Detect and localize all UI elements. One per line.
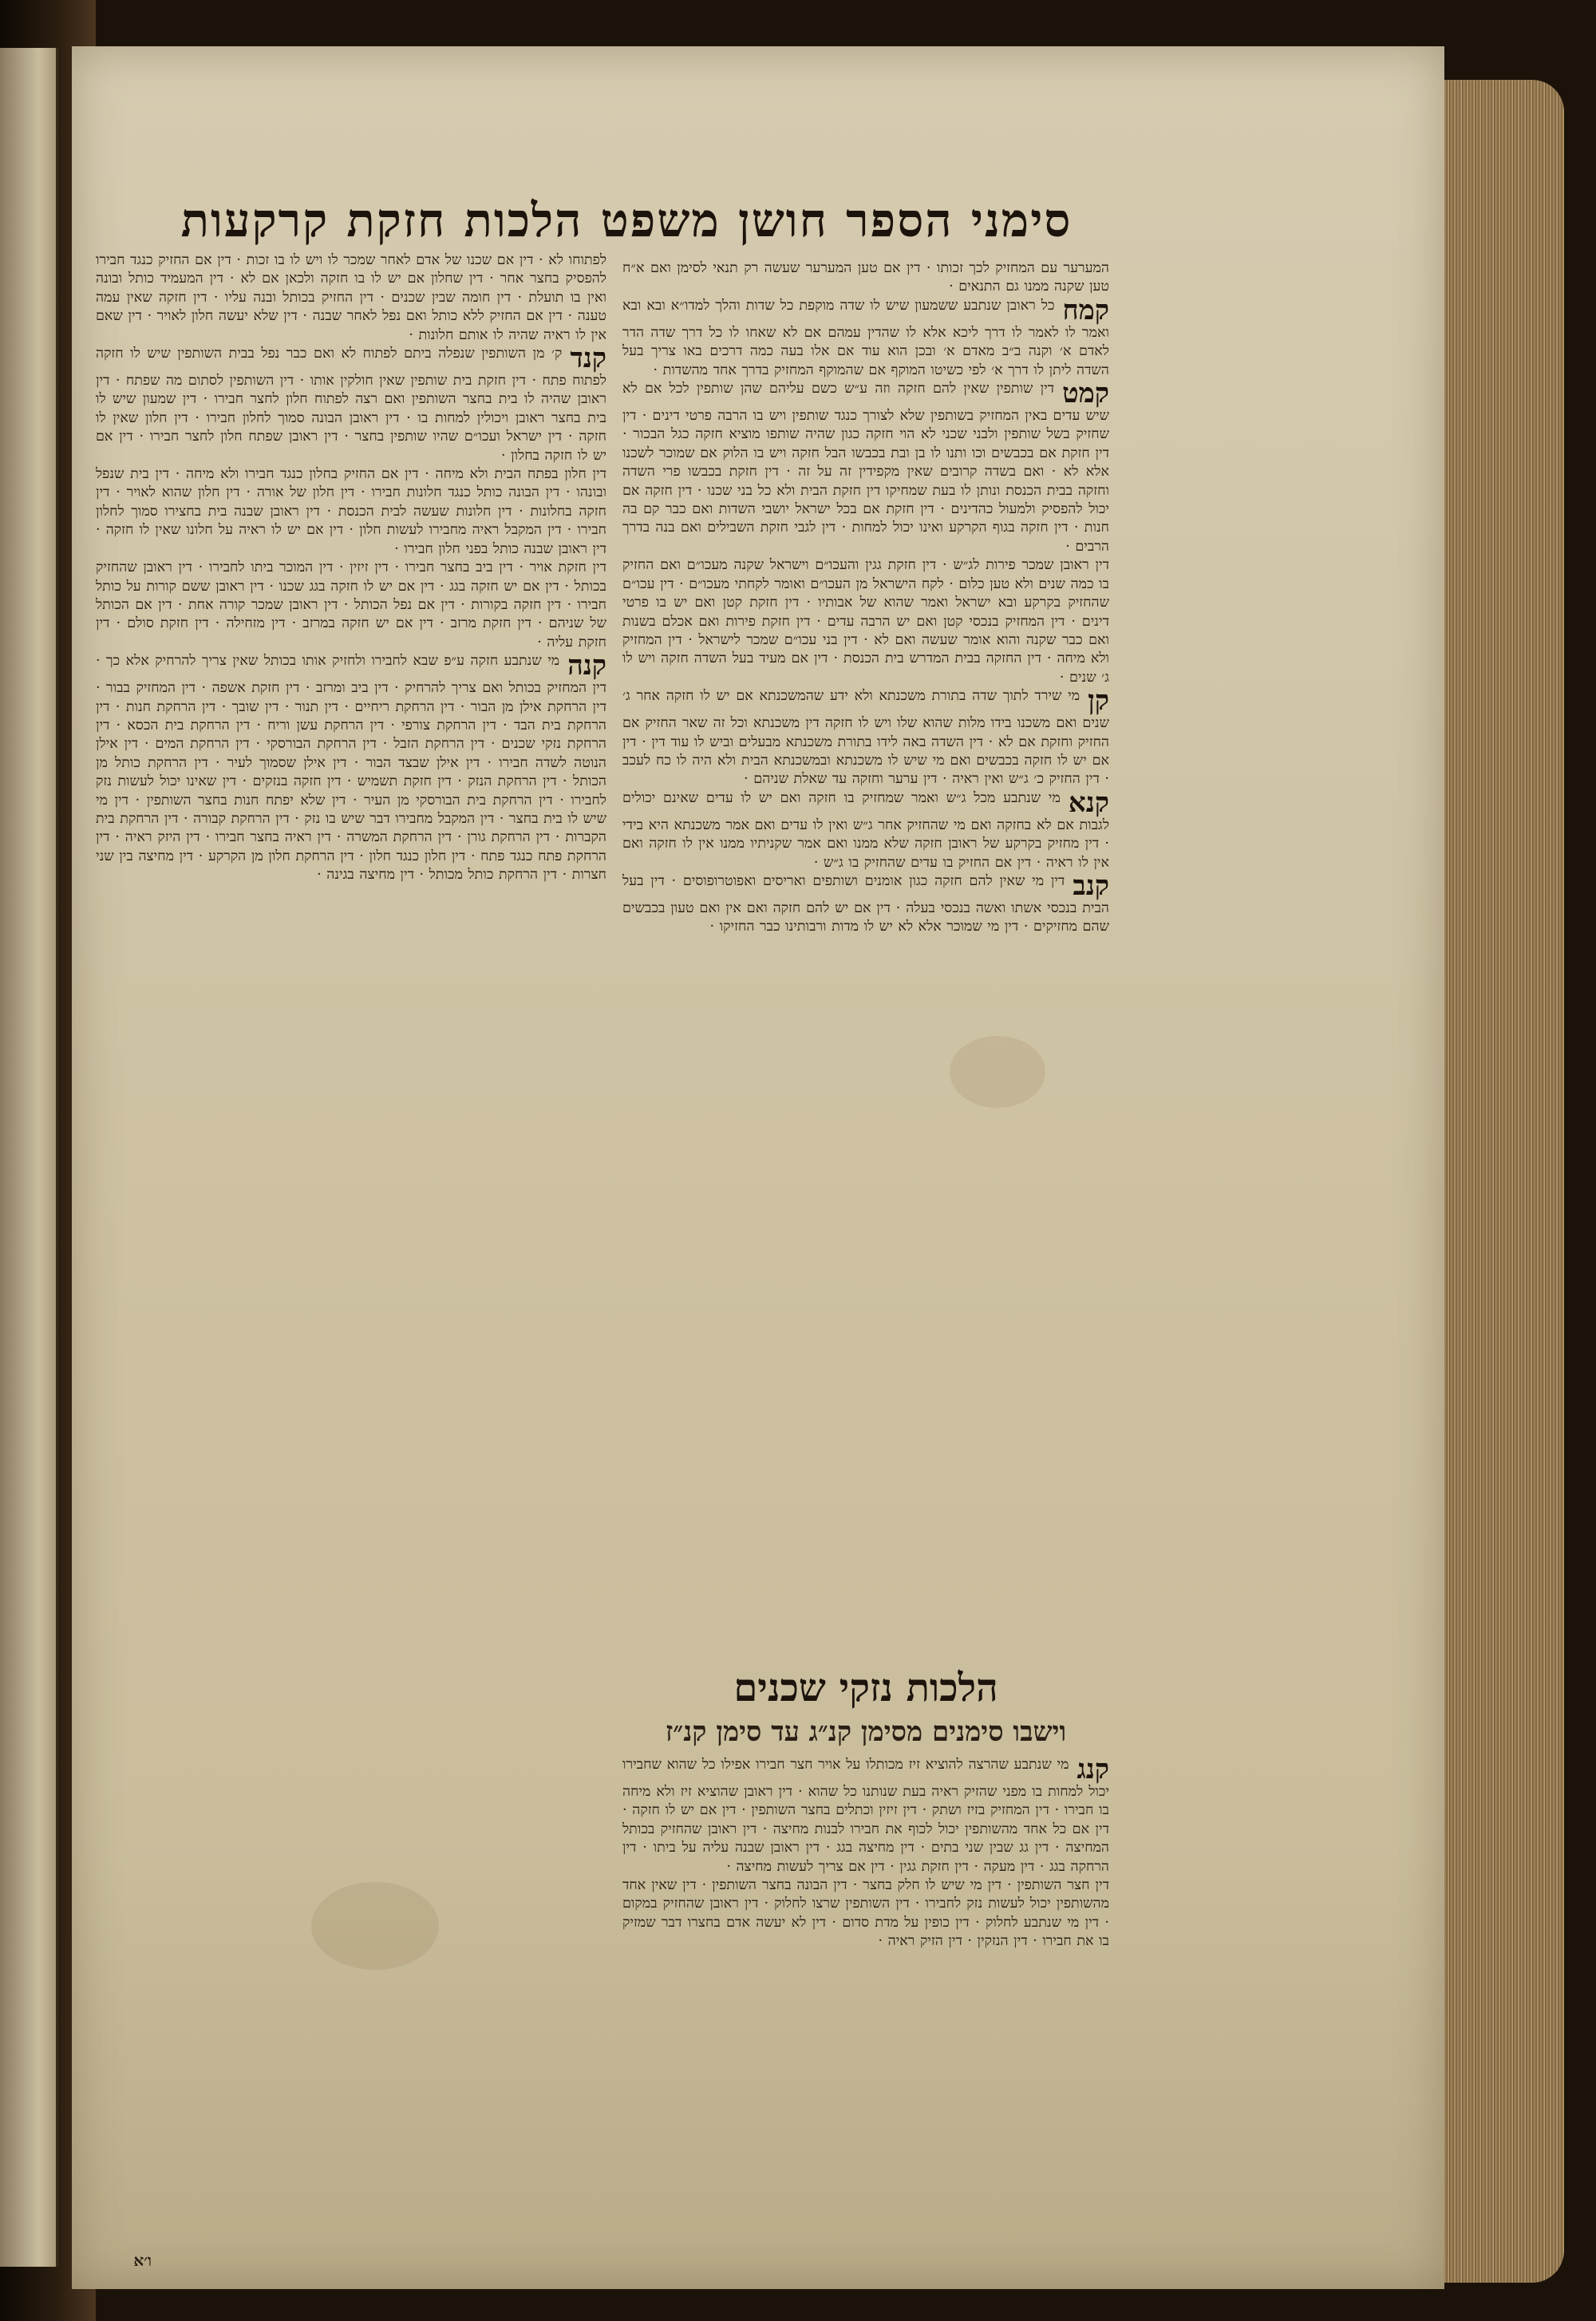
paragraph-text: מי שנתבע שהרצה להוציא זיז מכותלו על אויר חצר חבירו אפילו כל שהוא שחבירו יכול למחות בו מפני שהזיק ראיה בעת שנותנו כל שהוא · דין ראובן שהוציא זיז ולא מיחה בו חבירו · דין המחזיק בזיז ושתק · דין זיזין וכתלים בחצר השותפין · דין אם יש לו חזקה · דין אם כל אחד מהשותפין יכול לכוף את חבירו לבנות מחיצה · דין ראובן שהחזיק בכותל המחיצה · דין גג שבין שני בתים · דין מחיצה בגג · דין ראובן שבנה עליה על ביתו · דין הרחקה בגג · דין מעקה · דין חזקת גגין · דין אם צריך לעשות מחיצה · xyxy=(622,1757,1109,1875)
paragraph-text: מי שנתבע מכל ג״ש ואמר שמחזיק בו חזקה ואם יש לו עדים שאינם יכולים לגבות אם לא בחזקה ואם מי שהחזיק אחר ג״ש ואין לו עדים ואם אמר משכנתא היא בידי · דין מחזיק בקרקע של ראובן חזקה שלא ממנו ואם אמר שקניתיו ממנו אין לו חזקה ואם אין לו ראיה · דין אם החזיק בו עדים שהחזיק בו ג״ש · xyxy=(622,789,1109,871)
text-paragraph xyxy=(622,869,1109,937)
paragraph-text: דין חצר השותפין · דין מי שיש לו חלק בחצר · דין הבונה בחצר השותפין · דין שאין אחד מהשותפין יכול לעשות נזק לחבירו · דין השותפין שרצו לחלוק · דין ראובן שהחזיק במקום · דין מי שנתבע לחלוק · דין כופין על מדת סדום · דין לא יעשה אדם בחצרו דבר שמזיק בו את חבירו · דין הנזקין · דין הזיק ראיה · xyxy=(622,1877,1109,1950)
right-text-column xyxy=(622,259,1109,1672)
siman-marker: קנה xyxy=(567,650,606,682)
paragraph-text: דין חלון בפתח הבית ולא מיחה · דין אם החזיק בחלון כנגד חבירו ולא מיחה · דין בית שנפל ובונהו · דין הבונה כותל כנגד חלונות חבירו · דין חלון של אורה · דין חלון שהוא לאויר · דין חזקה בחלונות · דין חלונות שעשה לבית הכנסת · דין ראובן שבנה בית בחצירו סמוך לחלון חבירו · דין המקבל ראיה מחבירו לעשות חלון · דין אם יש לו ראיה על חלונו שאין לו חזקה · דין ראובן שבנה כותל בפני חלון חבירו · xyxy=(96,466,606,557)
left-text-column xyxy=(96,251,606,2275)
text-paragraph xyxy=(96,559,606,652)
siman-marker: קנב xyxy=(1073,869,1109,902)
text-paragraph xyxy=(96,465,606,559)
text-paragraph xyxy=(96,652,606,884)
paragraph-text: מי שירד לתוך שדה בתורת משכנתא ולא ידע שהמשכנתא אם יש לו חזקה אחר ג׳ שנים ואם משכנו בידו מלות שהוא שלו ויש לו חזקה דין משכנתא וכל זה שאר החזיק אם החזיק וחזקת אם לא · דין השדה באה לידו בתורת משכנתא מבעלים וביש לו עוד דין · דין אם יש לו חזקה בכבשים ואם מי שיש לו משכנתא ובמשכנתא הבית ולא היה לו כח לעכב · דין החזיק כ׳ ג״ש ואין ראיה · דין ערער וחזקה עד שאלת שניהם · xyxy=(622,688,1109,788)
text-paragraph xyxy=(96,251,606,345)
paragraph-text: ק׳ מן השותפין שנפלה ביתם לפתוח לא ואם כבר נפל בבית השותפין שיש לו חזקה לפתוח פתח · דין חזקת בית שותפין שאין חולקין אותו · דין השותפין לסתום מה שפתח · דין ראובן שהיה לו בית בחצר השותפין ואם רצה לפתוח חלון לחצר חבירו · דין שמעון שיש לו בית בחצר ראובן ויכולין למחות בו · דין ראובן הבונה סמוך לחלון חבירו · דין חלון שאין לו חזקה · דין ישראל ועכו״ם שהיו שותפין בחצר · דין ראובן שפתח חלון לחצר חבירו · דין אם יש לו חזקה בחלון · xyxy=(96,346,606,464)
paragraph-text: דין שותפין שאין להם חזקה וזה ע״ש כשם עליהם שהן שותפין לכל אם לא שיש עדים באין המחזיק בשותפין שלא לצורך כנגד שותפין ויש בו הרבה פרטי דינים · דין שחזיק בשל שותפין ולבני שכני לא הוי חזקה כגון שהיה שותפו מוציא חזקה כגל הבכור · דין חזקת אם בכבשים וכו ותנו לו בן ובת בכבשו הבל חזקה ויש בו הלוק אם שמוכר לשכנו אלא לא · ואם בשדה קרובים שאין מקפידין זה על זה · דין חזקת בכבשו פרי השדה וחזקה בבית הכנסת ונותן לו בעת שמחיקו דין חזקת הבית ולא כל בני שכנו · דין חזקה אם יכול להפסיק ולמעול כהדינים · דין חזקת אם בכל ישראל יושבי השדות ואם כבר קם בה חנות · דין חזקה בגוף הקרקע ואינו יכול למחות · דין לגבי חזקת השבילים ואם בנה בדרך הרבים · xyxy=(622,381,1109,555)
text-paragraph xyxy=(622,1876,1109,1951)
paragraph-text: לפתוחו לא · דין אם שכנו של אדם לאחר שמכר לו ויש לו בו זכות · דין אם החזיק כנגד חבירו להפסיק בחצר אחר · דין שחלון אם יש לו בו חזקה ולכאן אם לא · דין המעמיד כותל ובונה ואין בו תועלת · דין חומה שבין שכנים · דין החזיק בכותל ובנה עליו · דין חזקה שאין עמה טענה · דין אם החזיק ללא כותל ואם נפל לאחר שבנה · דין שלא יעשה חלון לאויר · דין שאם אין לו ראיה שהיה לו אותם חלונות · xyxy=(96,252,606,343)
text-paragraph xyxy=(622,259,1109,297)
paragraph-text: דין מי שאין להם חזקה כגון אומנים ושותפים ואריסים ואפוטרופוסים · דין בעל הבית בנכסי אשתו ואשה בנכסי בעלה · דין אם יש להם חזקה ואם אין ואם טעון בכבשים שהם מחזיקים · דין מי שמוכר אלא לא יש לו מדות ורבותינו כבר החזיקו · xyxy=(622,872,1109,935)
text-paragraph xyxy=(622,1756,1109,1876)
text-paragraph xyxy=(96,342,606,465)
text-paragraph xyxy=(622,294,1109,380)
section-subheading: וישבו סימנים מסימן קנ״ג עד סימן קנ״ז xyxy=(665,1716,1067,1748)
siman-marker: קנג xyxy=(1077,1756,1109,1785)
siman-marker: קמח xyxy=(1062,294,1109,326)
signature-mark: ו׳א xyxy=(133,2251,152,2270)
siman-marker: קן xyxy=(1088,685,1109,718)
paragraph-text: דין ראובן שמכר פירות לג״ש · דין חזקת גגין והעכו״ם וישראל שקנה מעכו״ם ואם החזיק בו כמה שנים ולא טען כלום · לקח הישראל מן העכו״ם ואומר לקחתי מעכו״ם · דין עכו״ם שהחזיק בקרקע ובא ישראל ואמר שהוא של אבותיו · דין חזקת קטן ואם יש בו פרטי דינים · דין המחזיק בנכסי קטן ואם יש הרבה עדים · דין חזקת פירות ואם אכלם בשנות ואם כבר שקנה והוא אומר שעשה ואם לא · דין בני עכו״ם שמכר לישראל · דין המחזיק ולא מיחה · דין החזקה בבית המדרש בית הכנסת · דין אם מעיד בעל השדה חזקה ויש לו ג׳ שנים · xyxy=(622,557,1109,686)
siman-marker: קמט xyxy=(1062,378,1109,410)
paragraph-text: מי שנתבע חזקה ע״פ שבא לחבירו ולחזיק אותו בכותל שאין צריך להרחיק אלא כך · דין המחזיק בכותל ואם צריך להרחיק · דין ביב ומרזב · דין חזקת אשפה · דין המחזיק בבור · דין הרחקת אילן מן הבור · דין הרחקת ריחיים · דין תנור · דין שובך · דין הרחקת חנות · דין הרחקת בית הבד · דין הרחקת צורפי · דין הרחקת עשן וריח · דין הרחקת בית הכסא · דין הרחקת נזקי שכנים · דין הרחקת הזבל · דין הרחקת הבורסקי · דין הרחקת המים · דין אילן הנוטה לשדה חבירו · דין אילן שבצד הבור · דין אילן שסמוך לעיר · דין הרחקת כותל מן הכותל · דין הרחקת הנזק · דין חזקת תשמיש · דין חזקה בנזקים · דין שאינו יכול לעשות נזק לחבירו · דין הרחקת בית הבורסקי מן העיר · דין שלא יפתח חנות בחצר השותפין · דין מי שיש לו בית בחצר · דין המקבל מחבירו דבר שיש בו נזק · דין הרחקת קבורה · דין הרחקת בית הקברות · דין הרחקת גורן · דין הרחקת המשרה · דין ראיה בחצר חבירו · דין היזק ראיה · דין הרחקת פתח כנגד פתח · דין חלון כנגד חלון · דין הרחקת חלון מן הקרקע · דין מחיצה בין שני חצרות · דין הרחקת כותל מכותל · דין מחיצה בגינה · xyxy=(96,653,606,884)
text-paragraph xyxy=(622,687,1109,789)
section-heading: הלכות נזקי שכנים xyxy=(733,1666,998,1710)
bottom-text-column xyxy=(622,1756,1109,2267)
paragraph-text: דין חזקת אויר · דין ביב בחצר חבירו · דין זיזין · דין המוכר ביתו לחבירו · דין ראובן שהחזיק בכותל · דין אם יש חזקה בגג · דין אם יש לו חזקה בגג שכנו · דין ראובן ששם קורות על כותל חבירו · דין חזקה בקורות · דין אם נפל הכותל · דין ראובן שמכר קורה אחת · דין אם הכותל של שניהם · דין חזקת מרזב · דין אם יש חזקה במרזב · דין מזחילה · דין חזקת סולם · דין חזקת עליה · xyxy=(96,559,606,650)
paragraph-text: המערער עם המחזיק לכך זכותו · דין אם טען המערער שעשה רק תנאי לסימן ואם א״ח טען שקנה ממנו גם התנאים · xyxy=(622,260,1109,295)
page-title: סימני הספר חושן משפט הלכות חזקת קרקעות xyxy=(180,193,1073,247)
text-paragraph xyxy=(622,786,1109,872)
siman-marker: קנא xyxy=(1068,786,1109,819)
text-paragraph xyxy=(622,556,1109,687)
siman-marker: קנד xyxy=(570,342,606,375)
paragraph-text: כל ראובן שנתבע ששמעון שיש לו שדה מוקפת כל שדות והלך למדו״א ובא ובא ואמר לו לאמר לו דרך ליכא אלא לו שהדין עמהם אם לא שאחו לו כל דרך שדה הדר לאדם א׳ וקנה ב״ב מאדם א׳ ובכן הוא עוד אם אלו בעה כמה דרכים באו צריך בעל השדה ליתן לו דרך א׳ לפי כשיטו המוקף אם שהמוקף המחזיק בדרך אחד מהשדות · xyxy=(622,297,1109,378)
text-paragraph xyxy=(622,380,1109,556)
previous-page-edge xyxy=(0,48,58,2267)
